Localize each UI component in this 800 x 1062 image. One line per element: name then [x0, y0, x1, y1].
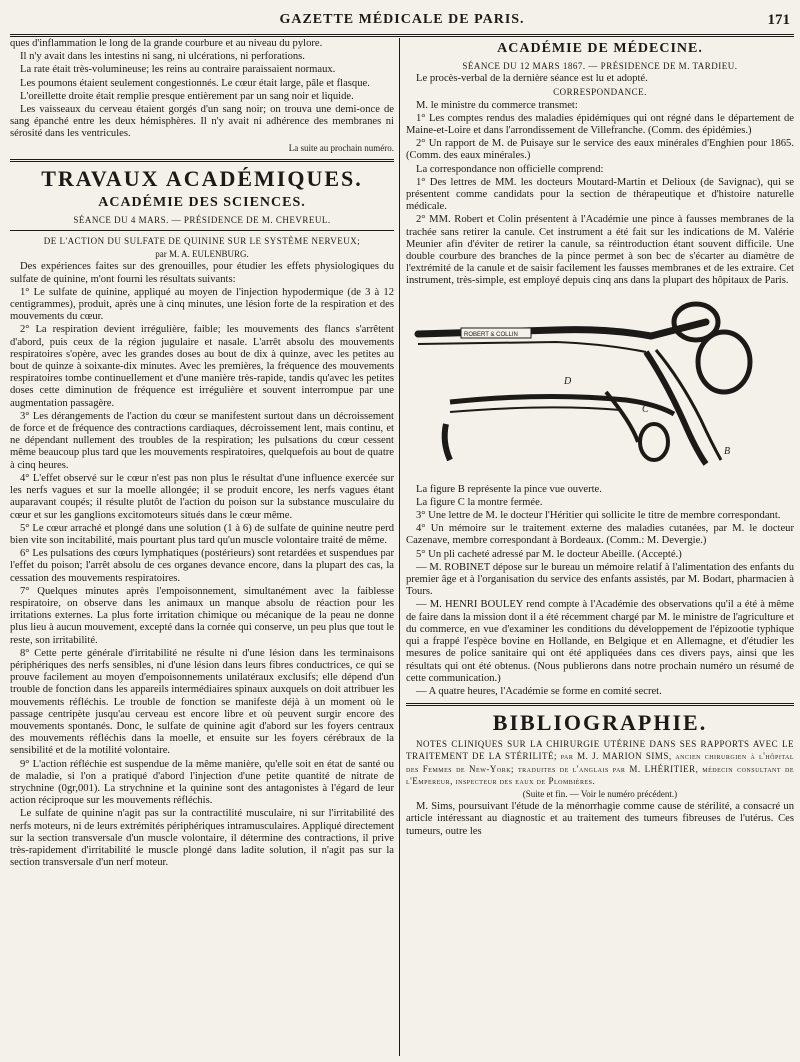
figure-caption: La figure B représente la pince vue ouverte. [416, 483, 602, 495]
column-divider [399, 38, 400, 1056]
page-header [10, 6, 794, 37]
letter-c-label: C [642, 403, 649, 415]
correspondence-item: 4° Un mémoire sur le traitement externe des maladies cutanées, par M. le docteur Cazenave, membre correspondant à Bordeaux. (Comm.: M. Devergie.) [406, 523, 794, 547]
running-title: GAZETTE MÉDICALE DE PARIS. [279, 12, 525, 27]
unofficial-intro: La correspondance non officielle comprend: [416, 163, 604, 175]
academy-title: ACADÉMIE DE MÉDECINE. [497, 41, 703, 56]
article-title: DE L'ACTION DU SULFATE DE QUININE SUR LE SYSTÈME NERVEUX; [43, 236, 361, 247]
left-column [10, 38, 394, 870]
correspondence-item: 5° Un pli cacheté adressé par M. le docteur Abeille. (Accepté.) [416, 548, 682, 560]
academy-title: ACADÉMIE DES SCIENCES. [98, 194, 306, 210]
body-paragraph: 9° L'action réfléchie est suspendue de la même manière, qu'elle soit en état de santé ou de maladie, si l'on a pratiqué d'abord l'injection d'une petite quantité de nitrate de strychnine (0gr,001). La strychnine et la quinine sont des antagonistes à l'égard de leur action réciproque sur les mouvements réfléchis. [10, 758, 394, 807]
intro-paragraph: Les vaisseaux du cerveau étaient gorgés d'un sang noir; on trouva une demi-once de sang épanché entre les deux hémisphères. Il n'y avait ni adhérence des membranes ni sérosité dans les ventricules. [10, 104, 394, 140]
unofficial-item: 2° MM. Robert et Colin présentent à l'Académie une pince à fausses membranes de la trachée sans retirer la canule. Cet instrument a été fait sur les indications de M. Valérie Meunier afin d'éviter de retirer la canule, sa réintroduction étant souvent difficile. Une double courbure des branches de la pince permet à son bec de s'écarter au diamètre de l'extrémité de la canule et de saisir facilement les fausses membranes et de les extraire. Cet instrument, très-simple, est employé depuis cinq ans dans la plupart des hôpitaux de Paris. [406, 214, 794, 287]
letter-b-label: B [724, 445, 731, 457]
correspondence-item: — M. ROBINET dépose sur le bureau un mémoire relatif à l'alimentation des enfants du premier âge et à l'organisation du service des enfants assistés, par M. Bodart, pharmacien à Tours. [406, 561, 794, 598]
official-item: 1° Les comptes rendus des maladies épidémiques qui ont régné dans le département de Maine-et-Loire et dans l'arrondissement de Villefranche. (Comm. des épidémies.) [406, 112, 794, 137]
section-rule [406, 703, 794, 706]
body-paragraph: 3° Les dérangements de l'action du cœur se manifestent surtout dans un décroissement de force et de fréquence des contractions cardiaques, décroissement lent, mais continu, et ne dépendant nullement des troubles de la respiration; les pulsations du cœur cessent même beaucoup plus tard que les mouvements respiratoires, quelquefois au bout de quatre à cinq heures. [10, 410, 394, 471]
session-line: SÉANCE DU 4 MARS. — PRÉSIDENCE DE M. CHEVREUL. [73, 214, 331, 225]
divider [10, 230, 394, 231]
session-line: SÉANCE DU 12 MARS 1867. — PRÉSIDENCE DE M. TARDIEU. [462, 61, 738, 71]
bibliography-heading: NOTES CLINIQUES SUR LA CHIRURGIE UTÉRINE DANS SES RAPPORTS AVEC LE TRAITEMENT DE LA STÉRILITÉ; par M. J. MARION SIMS, ancien chirurgien à l'hôpital des Femmes de New-York; traduites de l'anglais par M. LHÉRITIER, médecin consultant de l'Empereur, inspecteur des eaux de Plombières. [406, 739, 794, 786]
intro-paragraph: ques d'inflammation le long de la grande courbure et au niveau du pylore. [10, 38, 323, 49]
body-paragraph: 2° La respiration devient irrégulière, faible; les mouvements des flancs s'arrêtent d'abord, puis ceux de la région jugulaire et nasale. L'arrêt absolu des mouvements respiratoires s'opère, avec les grandes doses au bout de dix à quinze, avec les petites au bout de quinze à soixante-dix minutes. Avec les premières, la fréquence des mouvements respiratoires tombe continuellement et d'une manière très-rapide, tandis qu'avec les petites doses cette diminution de fréquence est irrégulière et souvent interrompue par une augmentation passagère. [10, 324, 394, 409]
body-paragraph: Le sulfate de quinine n'agit pas sur la contractilité musculaire, ni sur l'irritabilité des nerfs moteurs, ni de leurs extrémités périphériques intramusculaires. Appliqué directement sur la section transversale d'un muscle volontaire, il détermine des contractions, il prive très-rapidement d'irritabilité le muscle plongé dans ladite solution, il n'agit pas sur la section transversale d'un nerf moteur. [10, 808, 394, 869]
section-title: TRAVAUX ACADÉMIQUES. [41, 165, 363, 191]
official-intro: M. le ministre du commerce transmet: [416, 99, 578, 111]
continuation-note: La suite au prochain numéro. [288, 142, 394, 153]
bibliography-note: (Suite et fin. — Voir le numéro précédent.) [522, 788, 678, 799]
bibliography-title: BIBLIOGRAPHIE. [492, 710, 708, 736]
body-paragraph: 7° Quelques minutes après l'empoisonnement, simultanément avec la faiblesse respiratoire, on observe dans les animaux un manque absolu de réaction pour les irritations externes. La plus forte irritation chimique ou mécanique de la peau ne donne plus lieu à aucun mouvement, excepté dans la cornée qui conserve, un peu plus que tout le reste, son irritabilité. [10, 585, 394, 646]
body-paragraph: Des expériences faites sur des grenouilles, pour étudier les effets physiologiques du sulfate de quinine, m'ont fourni les résultats suivants: [10, 261, 394, 285]
intro-paragraph: Les poumons étaient seulement congestionnés. Le cœur était large, pâle et flasque. [20, 77, 370, 89]
body-paragraph: 8° Cette perte générale d'irritabilité ne résulte ni d'une lésion dans les terminaisons périphériques des nerfs sensibles, ni d'une lésion dans leurs fibres conductrices, ce qui se prouve facilement au moyen d'empoisonnements unilatéraux exclusifs; elle dépend d'un trouble de fonction dans les appareils intermédiaires spinaux auxquels on doit attribuer les mouvements réfléchis. Le trouble de fonction se manifeste déjà à un moment où le passage centripète jusqu'au cerveau est encore libre et où peuvent surgir encore des mouvements spontanés. Donc, le sulfate de quinine agit d'abord sur les foyers centraux des mouvements réfléchis dans la moelle, et ensuite sur les foyers cérébraux de la sensibilité et de la motilité volontaire. [10, 647, 394, 757]
body-paragraph: 1° Le sulfate de quinine, appliqué au moyen de l'injection hypodermique (de 3 à 12 centigrammes), produit, après une à cinq minutes, une lésion forte de la respiration et des mouvements du cœur. [10, 286, 394, 323]
right-column [406, 38, 794, 839]
unofficial-item: 1° Des lettres de MM. les docteurs Moutard-Martin et Delioux (de Savignac), qui se présentent comme candidats pour la section de thérapeutique et d'histoire naturelle médicale. [406, 176, 794, 213]
correspondence-item: — M. HENRI BOULEY rend compte à l'Académie des observations qu'il a été à même de faire dans la mission dont il a été récemment chargé par M. le ministre de l'agriculture et du commerce, en vue d'examiner les conditions du développement de l'épizootie typhique qui a frappé l'espèce bovine en Hollande, en Belgique et en Allemagne, et d'étudier les mesures de police sanitaire qui ont été appliquées dans ces divers pays, ainsi que les résultats qui ont été obtenus. (Nous publierons dans notre prochain numéro un résumé de cette communication.) [406, 599, 794, 684]
section-rule [10, 159, 394, 162]
correspondence-item: — A quatre heures, l'Académie se forme en comité secret. [416, 685, 662, 697]
body-paragraph: 4° L'effet observé sur le cœur n'est pas non plus le résultat d'une influence exercée sur les nerfs vagues et sur la moelle allongée; il se produit encore, les nerfs vagues étant auparavant coupés; il résulte plutôt de l'action du poison sur la substance musculaire du cœur et sur les ganglions excitomoteurs situés dans le cœur même. [10, 472, 394, 521]
correspondence-label: CORRESPONDANCE. [553, 87, 647, 98]
minutes-line: Le procès-verbal de la dernière séance est lu et adopté. [416, 73, 648, 85]
official-item: 2° Un rapport de M. de Puisaye sur le service des eaux minérales d'Enghien pour 1865. (Comm. des eaux minérales.) [406, 138, 794, 162]
forceps-illustration [406, 292, 794, 478]
body-paragraph: 6° Les pulsations des cœurs lymphatiques (postérieurs) sont retardées et suspendues par l'effet du poison; l'arrêt absolu de ces organes devance encore, dans la plupart des cas, la cessation des mouvements respiratoires. [10, 548, 394, 584]
intro-paragraph: Il n'y avait dans les intestins ni sang, ni ulcérations, ni perforations. [20, 51, 305, 63]
page-number: 171 [767, 12, 790, 28]
body-paragraph: 5° Le cœur arraché et plongé dans une solution (1 à 6) de sulfate de quinine neutre perd bien vite son incitabilité, mais pourtant plus tard qu'un muscle volontaire traité de même. [10, 522, 394, 546]
figure-caption: La figure C la montre fermée. [416, 496, 543, 508]
correspondence-item: 3° Une lettre de M. le docteur l'Héritier qui sollicite le titre de membre correspondant. [416, 510, 781, 522]
article-author: par M. A. EULENBURG. [155, 249, 249, 260]
letter-d-label: D [564, 375, 572, 387]
maker-stamp: ROBERT & COLLIN [464, 331, 518, 338]
intro-paragraph: La rate était très-volumineuse; les reins au contraire paraissaient normaux. [20, 64, 336, 76]
bibliography-body: M. Sims, poursuivant l'étude de la ménorrhagie comme cause de stérilité, a consacré un article intéressant au diagnostic et au traitement des tumeurs fibreuses de l'utérus. Ces tumeurs, outre les [406, 801, 794, 837]
intro-paragraph: L'oreillette droite était remplie presque entièrement par un sang noir et liquide. [20, 90, 354, 102]
